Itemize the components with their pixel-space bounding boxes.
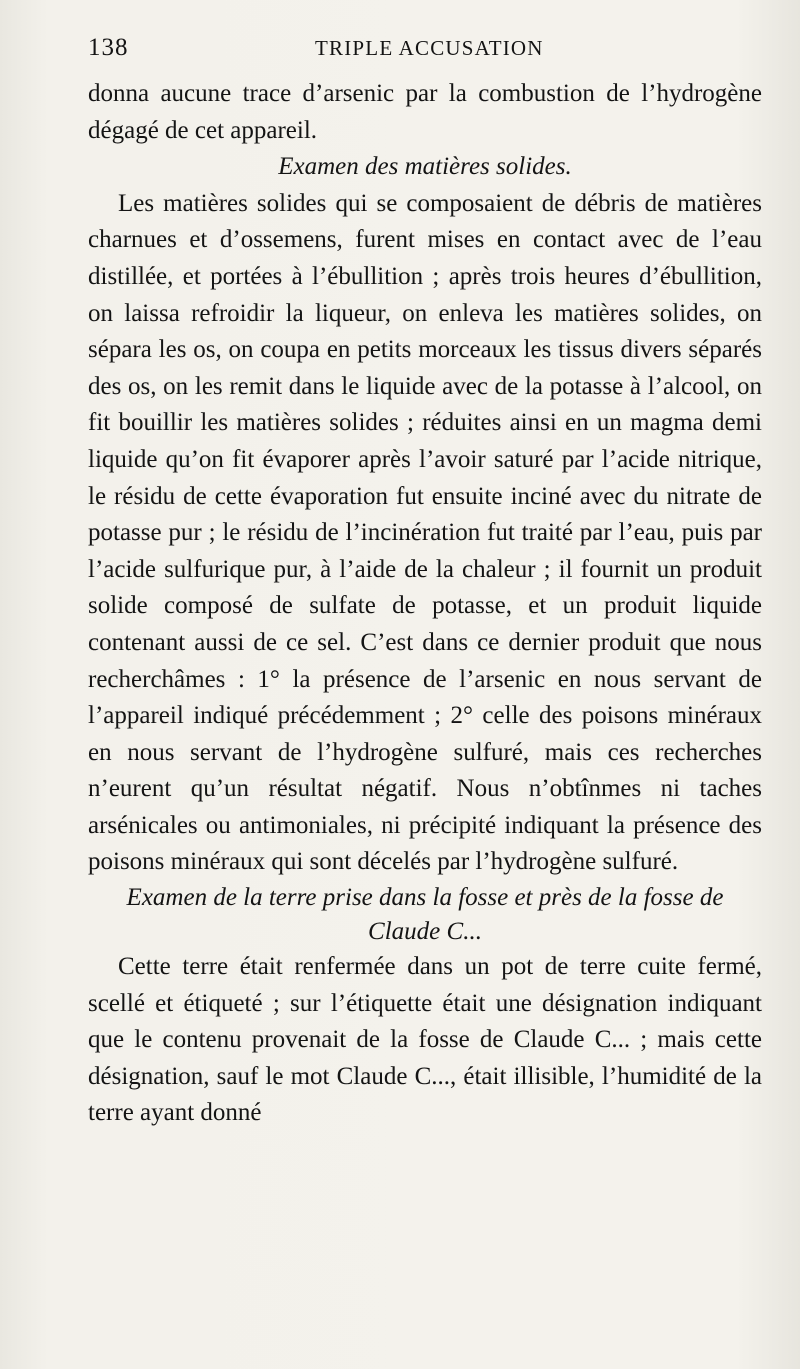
running-title: TRIPLE ACCUSATION (315, 36, 544, 60)
page-number: 138 (88, 34, 129, 61)
section-heading-solids: Examen des matières solides. (278, 153, 572, 181)
page-body (88, 76, 762, 1132)
page-header (88, 34, 768, 66)
paragraph-continuation: donna aucune trace d’arsenic par la combustion de l’hydrogène dégagé de cet appareil. (88, 80, 762, 144)
paragraph-solids: Les matières solides qui se composaient de débris de matières charnues et d’ossemens, furent mises en contact avec de l’eau distillée, et portées à l’ébullition ; après trois heures d’ébullition, on laissa refroidir la liqueur, on enleva les matières solides, on sépara les os, on coupa en petits morceaux les tissus divers séparés des os, on les remit dans le liquide avec de la potasse à l’alcool, on fit bouillir les matières solides ; réduites ainsi en un magma demi liquide qu’on fit évaporer après l’avoir saturé par l’acide nitrique, le résidu de cette évaporation fut ensuite inciné avec du nitrate de potasse pur ; le résidu de l’incinération fut traité par l’eau, puis par l’acide sulfurique pur, à l’aide de la chaleur ; il fournit un produit solide composé de sulfate de potasse, et un produit liquide contenant aussi de ce sel. C’est dans ce dernier produit que nous recherchâmes : 1° la présence de l’arsenic en nous servant de l’appareil indiqué précédemment ; 2° celle des poisons minéraux en nous servant de l’hydrogène sulfuré, mais ces recherches n’eurent qu’un résultat négatif. Nous n’obtînmes ni taches arsénicales ou antimoniales, ni précipité indiquant la présence des poisons minéraux qui sont décelés par l’hydrogène sulfuré. (88, 189, 762, 876)
paragraph-soil: Cette terre était renfermée dans un pot de terre cuite fermé, scellé et étiqueté ; sur l’étiquette était une désignation indiquant que le contenu provenait de la fosse de Claude C... ; mais cette désignation, sauf le mot Claude C..., était illisible, l’humidité de la terre ayant donné (88, 953, 762, 1127)
section-heading-soil: Examen de la terre prise dans la fosse et près de la fosse de Claude C... (126, 884, 724, 946)
